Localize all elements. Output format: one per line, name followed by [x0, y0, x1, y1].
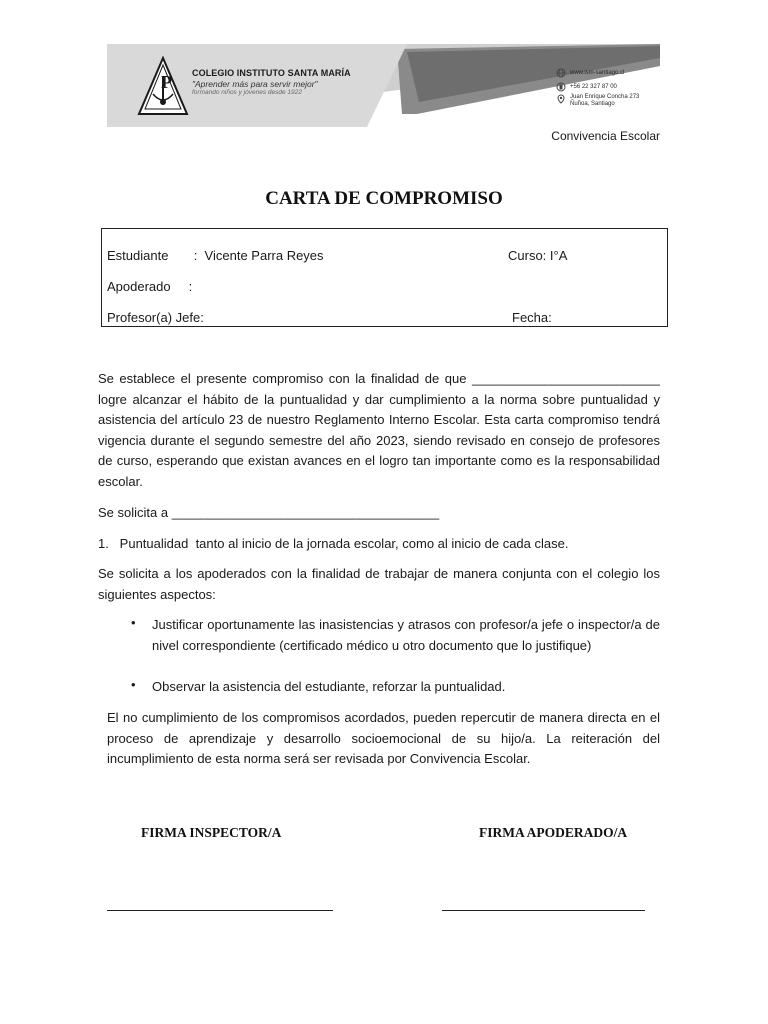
guardian-field: Apoderado : — [107, 279, 193, 294]
contact-address-line1: Juan Enrique Concha 273 — [570, 94, 640, 100]
inspector-signature-line — [107, 910, 333, 911]
school-motto: "Aprender más para servir mejor" — [192, 79, 318, 89]
guardian-request-paragraph: Se solicita a los apoderados con la finalidad de trabajar de manera conjunta con el colegio los siguientes aspectos: — [98, 566, 660, 602]
bullet-item: Observar la asistencia del estudiante, reforzar la puntualidad. — [152, 679, 506, 694]
page-title: CARTA DE COMPROMISO — [265, 188, 503, 209]
contact-phone: +56 22 327 87 00 — [570, 84, 617, 90]
guardian-signature-label: FIRMA APODERADO/A — [479, 825, 628, 840]
numbered-item-punctuality: 1. Puntualidad tanto al inicio de la jornada escolar, como al inicio de cada clase. — [98, 536, 569, 551]
school-subtitle: formando niños y jóvenes desde 1922 — [192, 89, 302, 96]
school-name: COLEGIO INSTITUTO SANTA MARÍA — [192, 68, 351, 78]
bullet-item: Justificar oportunamente las inasistencias y atrasos con profesor/a jefe o inspector/a de nivel correspondiente (certificado médico u otro documento que lo justifique) — [152, 617, 660, 653]
svg-text:P: P — [161, 72, 172, 92]
location-pin-icon — [556, 94, 566, 104]
school-logo — [137, 56, 189, 118]
contact-website: www.ism-santiago.cl — [570, 70, 625, 76]
date-field: Fecha: — [512, 310, 552, 325]
consequences-paragraph: El no cumplimiento de los compromisos acordados, pueden repercutir de manera directa en el proceso de aprendizaje y desarrollo socioemocional de su hijo/a. La reiteración del incumplimiento de esta norma será ser revisada por Convivencia Escolar. — [107, 710, 660, 766]
guardian-signature-line — [442, 910, 645, 911]
course-field: Curso: I°A — [508, 248, 568, 263]
student-field: Estudiante : Vicente Parra Reyes — [107, 248, 324, 263]
department-label: Convivencia Escolar — [551, 129, 660, 143]
teacher-field: Profesor(a) Jefe: — [107, 310, 204, 325]
phone-icon — [556, 82, 566, 92]
bullet-marker: • — [131, 677, 136, 692]
commitment-paragraph: Se establece el presente compromiso con la finalidad de que __________________________ logre alcanzar el hábito de la puntualidad y dar cumplimiento a la norma sobre puntualidad y asistencia del artículo 23 de nuestro Reglamento Interno Escolar. Esta carta compromiso tendrá vigencia durante el segundo semestre del año 2023, siendo revisado en consejo de profesores de curso, esperando que existan avances en el logro tan importante como es la responsabilidad escolar. — [98, 371, 660, 489]
inspector-signature-label: FIRMA INSPECTOR/A — [141, 825, 282, 840]
globe-icon — [556, 68, 566, 78]
request-line: Se solicita a _____________________________________ — [98, 505, 440, 520]
contact-address-line2: Ñuñoa, Santiago — [570, 101, 615, 107]
bullet-marker: • — [131, 615, 136, 630]
